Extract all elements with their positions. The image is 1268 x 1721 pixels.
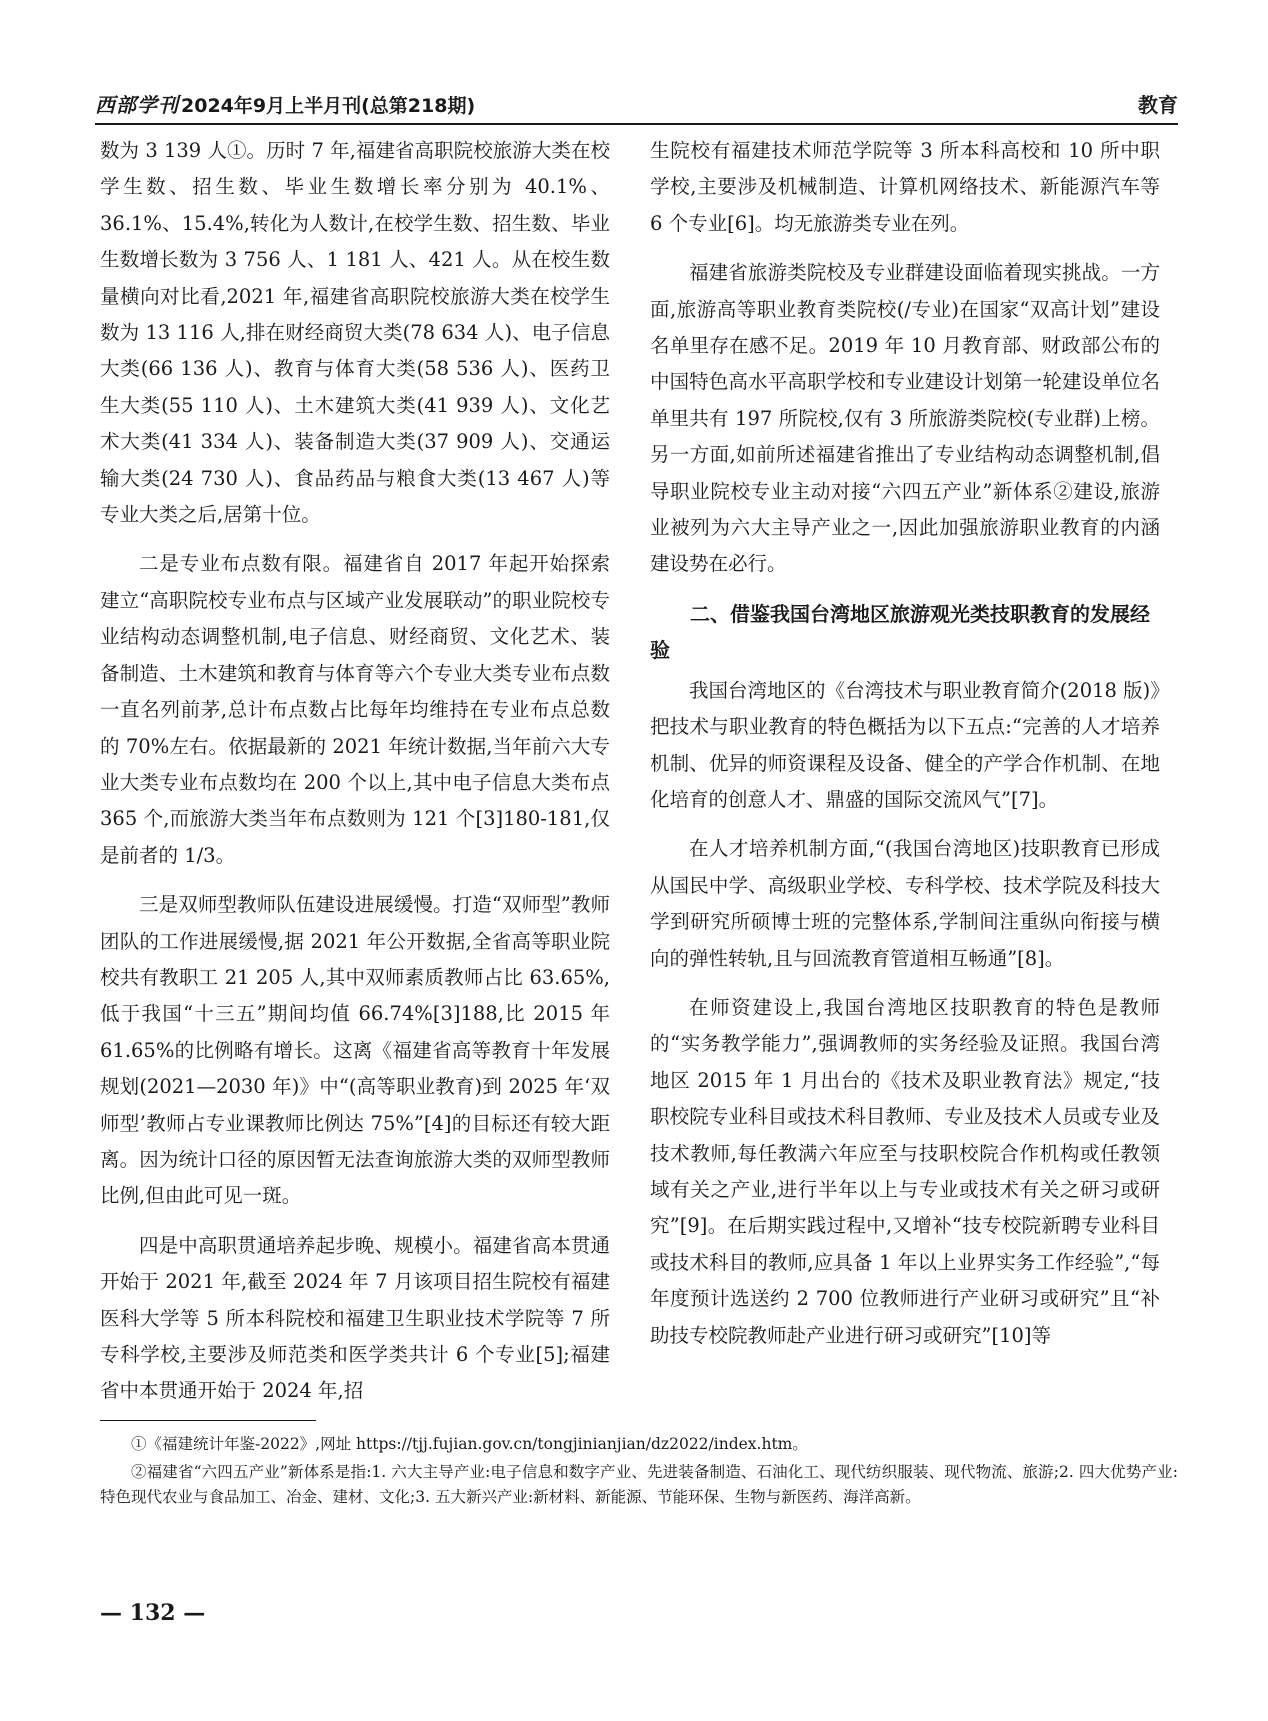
paragraph: 三是双师型教师队伍建设进展缓慢。打造“双师型”教师团队的工作进展缓慢,据 2021 年公开数据,全省高等职业院校共有教职工 21 205 人,其中双师素质教师占比 63.65%,低于我国“十三五”期间均值 66.74%[3]188,比 2015 年 61.65%的比例略有增长。这离《福建省高等教育十年发展规划(2021—2030 年)》中“(高等职业教育)到 2025 年‘双师型’教师占专业课教师比例达 75%”[4]的目标还有较大距离。因为统计口径的原因暂无法查询旅游大类的双师型教师比例,但由此可见一斑。 <box>100 893 610 1208</box>
footnote: ②福建省“六四五产业”新体系是指:1. 六大主导产业:电子信息和数字产业、先进装备制造、石油化工、现代纺织服装、现代物流、旅游;2. 四大优势产业:特色现代农业与食品加工、冶金、建材、文化;3. 五大新兴产业:新材料、新能源、节能环保、生物与新医药、海洋高新。 <box>100 1463 1178 1506</box>
footnotes <box>100 1432 1178 1513</box>
issue-info: 2024年9月上半月刊(总第218期) <box>181 95 476 117</box>
paragraph: 在人才培养机制方面,“(我国台湾地区)技职教育已形成从国民中学、高级职业学校、专科学校、技术学院及科技大学到研究所硕博士班的完整体系,学制间注重纵向衔接与横向的弹性转轨,且与回流教育管道相互畅通”[8]。 <box>650 837 1160 970</box>
section-heading: 二、借鉴我国台湾地区旅游观光类技职教育的发展经验 <box>650 601 1150 663</box>
paragraph: 生院校有福建技术师范学院等 3 所本科高校和 10 所中职学校,主要涉及机械制造、计算机网络技术、新能源汽车等 6 个专业[6]。均无旅游类专业在列。 <box>650 139 1160 235</box>
right-column <box>650 133 1160 1367</box>
paragraph: 二是专业布点数有限。福建省自 2017 年起开始探索建立“高职院校专业布点与区域产业发展联动”的职业院校专业结构动态调整机制,电子信息、财经商贸、文化艺术、装备制造、土木建筑和教育与体育等六个专业大类专业布点数一直名列前茅,总计布点数占比每年均维持在专业布点总数的 70%左右。依据最新的 2021 年统计数据,当年前六大专业大类专业布点数均在 200 个以上,其中电子信息大类布点 365 个,而旅游大类当年布点数则为 121 个[3]180-181,仅是前者的 1/3。 <box>100 552 610 867</box>
running-header <box>95 86 1178 118</box>
paragraph: 我国台湾地区的《台湾技术与职业教育简介(2018 版)》把技术与职业教育的特色概括为以下五点:“完善的人才培养机制、优异的师资课程及设备、健全的产学合作机制、在地化培育的创意人才、鼎盛的国际交流风气”[7]。 <box>650 678 1160 811</box>
journal-logo: 西部学刊 <box>95 93 179 117</box>
paragraph: 在师资建设上,我国台湾地区技职教育的特色是教师的“实务教学能力”,强调教师的实务经验及证照。我国台湾地区 2015 年 1 月出台的《技术及职业教育法》规定,“技职校院专业科目或技术科目教师、专业及技术人员或专业及技术教师,每任教满六年应至与技职校院合作机构或任教领域有关之产业,进行半年以上与专业或技术有关之研习或研究”[9]。在后期实践过程中,又增补“技专校院新聘专业科目或技术科目的教师,应具备 1 年以上业界实务工作经验”,“每年度预计选送约 2 700 位教师进行产业研习或研究”且“补助技专校院教师赴产业进行研习或研究”[10]等 <box>650 995 1160 1347</box>
left-column <box>100 133 610 1423</box>
footnote-rule <box>100 1420 316 1421</box>
paragraph: 数为 3 139 人①。历时 7 年,福建省高职院校旅游大类在校学生数、招生数、毕业生数增长率分别为 40.1%、36.1%、15.4%,转化为人数计,在校学生数、招生数、毕业生数增长数为 3 756 人、1 181 人、421 人。从在校生数量横向对比看,2021 年,福建省高职院校旅游大类在校学生数为 13 116 人,排在财经商贸大类(78 634 人)、电子信息大类(66 136 人)、教育与体育大类(58 536 人)、医药卫生大类(55 110 人)、土木建筑大类(41 939 人)、文化艺术大类(41 334 人)、装备制造大类(37 909 人)、交通运输大类(24 730 人)、食品药品与粮食大类(13 467 人)等专业大类之后,居第十位。 <box>100 139 610 527</box>
page-number: — 132 — <box>100 1600 206 1626</box>
paragraph: 福建省旅游类院校及专业群建设面临着现实挑战。一方面,旅游高等职业教育类院校(/专业)在国家“双高计划”建设名单里存在感不足。2019 年 10 月教育部、财政部公布的中国特色高水平高职学校和专业建设计划第一轮建设单位名单里共有 197 所院校,仅有 3 所旅游类院校(专业群)上榜。另一方面,如前所述福建省推出了专业结构动态调整机制,倡导职业院校专业主动对接“六四五产业”新体系②建设,旅游业被列为六大主导产业之一,因此加强旅游职业教育的内涵建设势在必行。 <box>650 261 1160 576</box>
footnote: ①《福建统计年鉴-2022》,网址 https://tjj.fujian.gov.cn/tongjinianjian/dz2022/index.htm。 <box>131 1435 808 1453</box>
header-rule <box>95 123 1178 125</box>
paragraph: 四是中高职贯通培养起步晚、规模小。福建省高本贯通开始于 2021 年,截至 2024 年 7 月该项目招生院校有福建医科大学等 5 所本科院校和福建卫生职业技术学院等 7 所专科学校,主要涉及师范类和医学类共计 6 个专业[5];福建省中本贯通开始于 2024 年,招 <box>100 1233 610 1403</box>
section-name: 教育 <box>1138 93 1178 117</box>
journal-masthead <box>95 89 475 118</box>
